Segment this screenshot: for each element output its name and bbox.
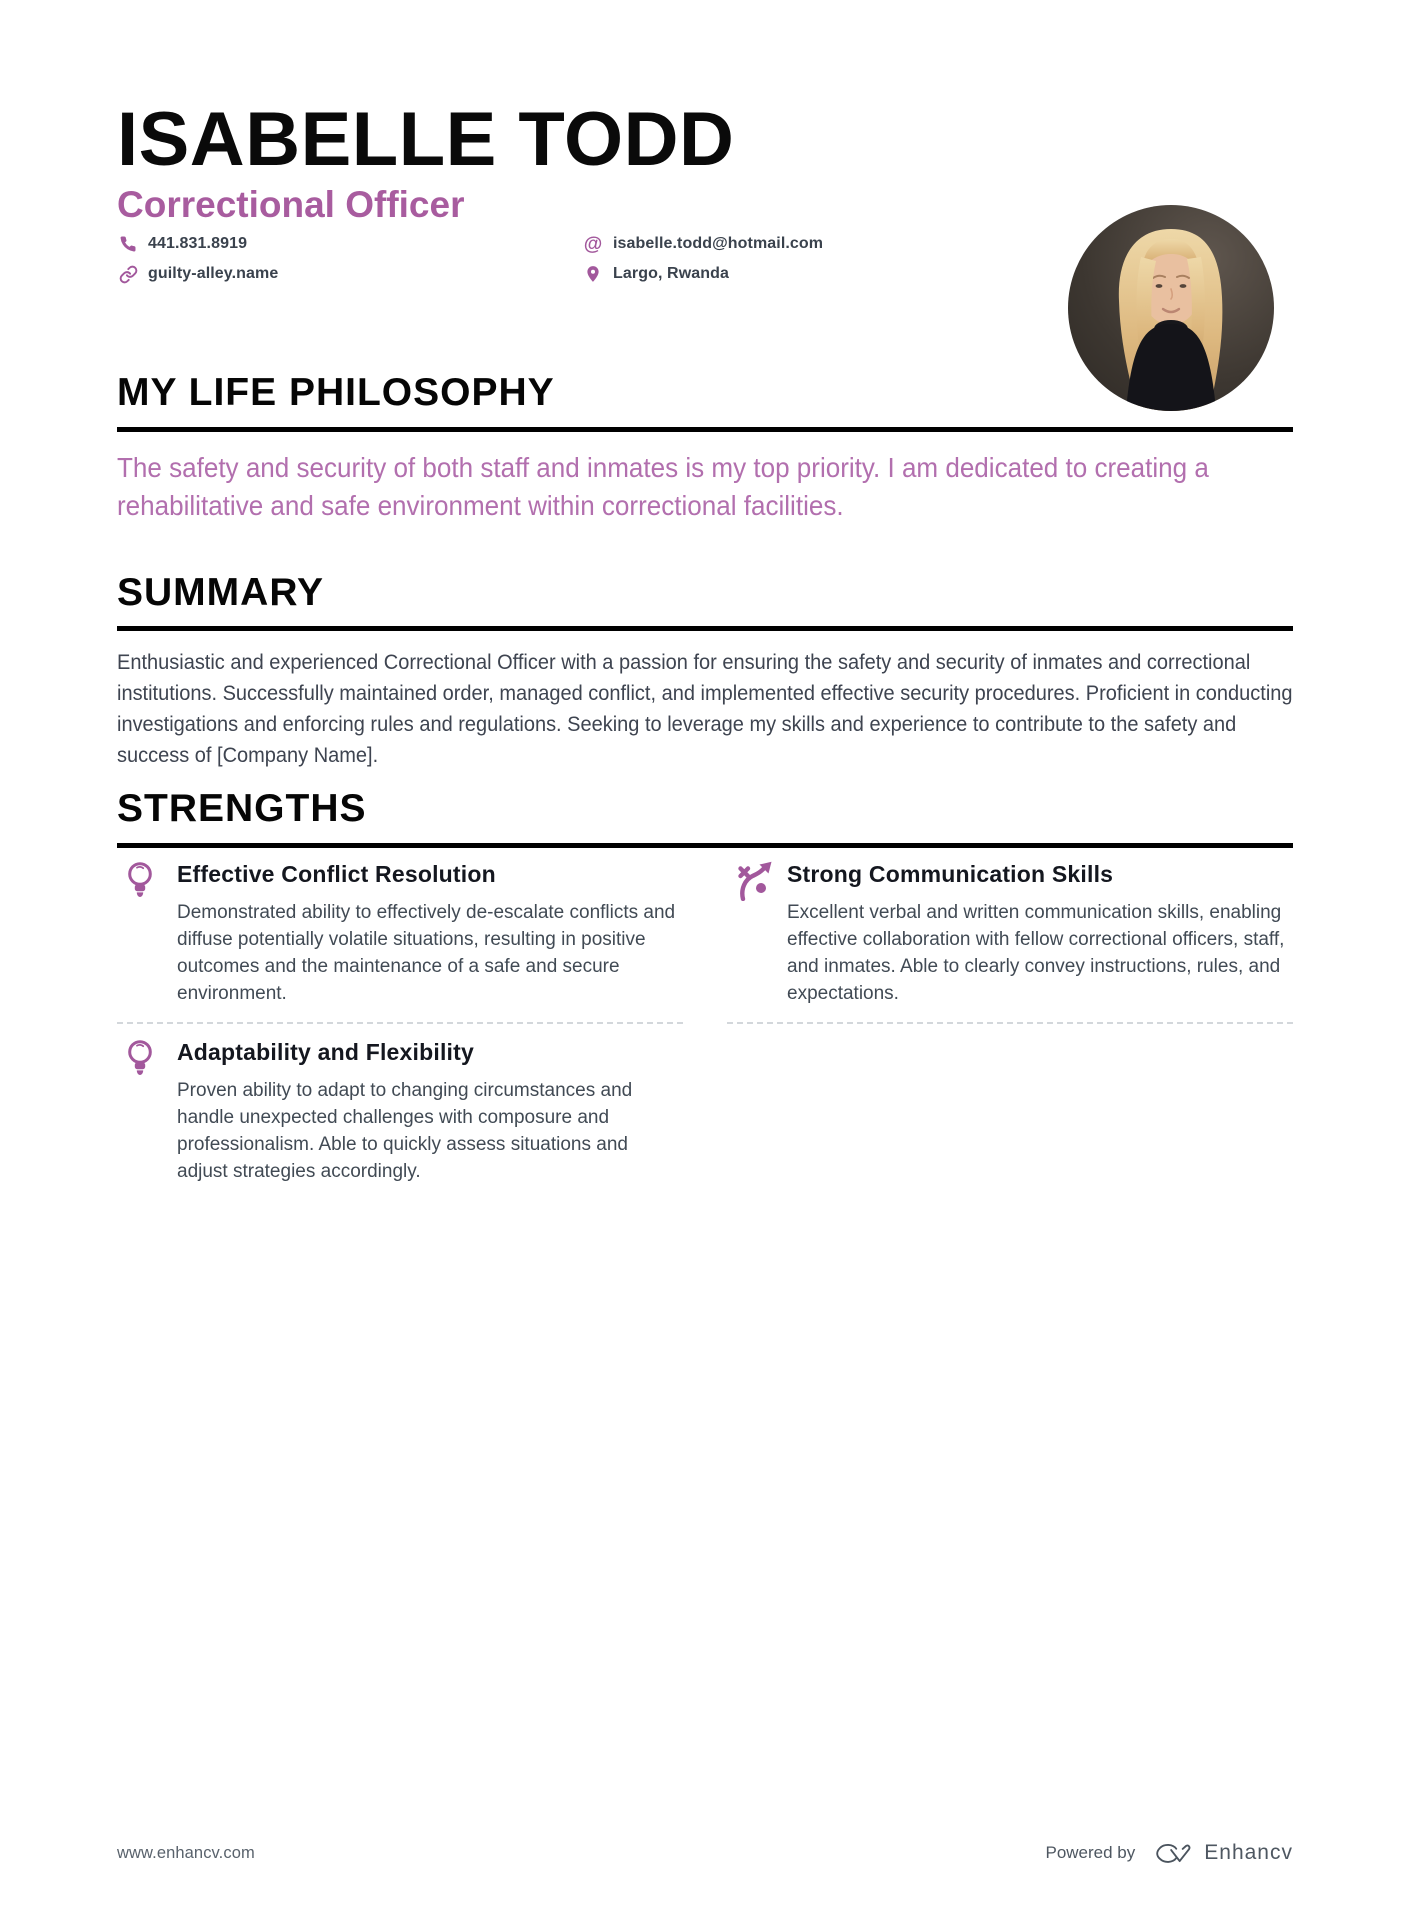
strength-title: Adaptability and Flexibility <box>177 1039 474 1066</box>
divider <box>727 1022 1293 1024</box>
enhancv-brand-name: Enhancv <box>1204 1841 1293 1864</box>
contact-phone <box>117 232 582 257</box>
phone-number: 441.831.8919 <box>148 235 248 253</box>
enhancv-website-link[interactable]: www.enhancv.com <box>117 1843 255 1862</box>
strength-body <box>177 860 683 1007</box>
at-icon: @ <box>583 233 603 255</box>
powered-by <box>1045 1840 1293 1866</box>
strength-item <box>727 860 1293 1007</box>
profile-photo <box>1068 205 1274 411</box>
link-icon <box>117 265 139 284</box>
strength-description: Excellent verbal and written communication skills, enabling effective collaboration with fellow correctional officers, staff, and inmates. Able to clearly convey instructions, rules, and expectations. <box>787 902 1285 1005</box>
location-text: Largo, Rwanda <box>613 265 729 283</box>
strength-item <box>117 860 683 1007</box>
strengths-column-right <box>727 860 1293 1185</box>
strengths-heading: STRENGTHS <box>117 787 1293 848</box>
lightbulb-icon <box>125 860 177 1007</box>
summary-heading: SUMMARY <box>117 571 1293 632</box>
powered-by-label: Powered by <box>1045 1843 1136 1862</box>
strengths-grid <box>117 860 1293 1185</box>
website-link[interactable]: guilty-alley.name <box>148 265 279 283</box>
job-title: Correctional Officer <box>117 184 465 225</box>
strengths-column-left <box>117 860 683 1185</box>
section-summary <box>117 571 1293 772</box>
phone-icon <box>117 235 139 253</box>
strength-title: Effective Conflict Resolution <box>177 861 496 888</box>
strength-title: Strong Communication Skills <box>787 861 1114 888</box>
page-footer <box>117 1840 1293 1866</box>
resume-header <box>117 97 1293 287</box>
divider <box>117 1022 683 1024</box>
contact-website[interactable] <box>117 262 582 287</box>
section-strengths <box>117 787 1293 1185</box>
strategy-icon <box>735 860 787 1007</box>
philosophy-text: The safety and security of both staff and inmates is my top priority. I am dedicated to creating a rehabilitative and safe environment within correctional facilities. <box>117 451 1209 521</box>
strength-description: Proven ability to adapt to changing circumstances and handle unexpected challenges with composure and professionalism. Able to quickly assess situations and adjust strategies accordingly. <box>177 1080 633 1183</box>
person-name: ISABELLE TODD <box>117 97 735 182</box>
strength-description: Demonstrated ability to effectively de-escalate conflicts and diffuse potentially volatile situations, resulting in positive outcomes and the maintenance of a safe and secure environment. <box>177 902 676 1005</box>
philosophy-heading: MY LIFE PHILOSOPHY <box>117 371 1293 432</box>
email-link[interactable]: isabelle.todd@hotmail.com <box>613 235 824 253</box>
summary-text: Enthusiastic and experienced Correctional Officer with a passion for ensuring the safety and security of inmates and correctional institutions. Successfully maintained order, managed conflict, and implemented effective security procedures. Proficient in conducting investigations and enforcing rules and regulations. Seeking to leverage my skills and experience to contribute to the safety and success of [Company Name]. <box>117 650 1293 768</box>
enhancv-logo-icon <box>1149 1840 1195 1866</box>
resume-page <box>0 97 1410 1928</box>
strength-body <box>787 860 1293 1007</box>
location-pin-icon <box>582 265 604 283</box>
strength-item <box>117 1038 683 1185</box>
lightbulb-icon <box>125 1038 177 1185</box>
strength-body <box>177 1038 683 1185</box>
